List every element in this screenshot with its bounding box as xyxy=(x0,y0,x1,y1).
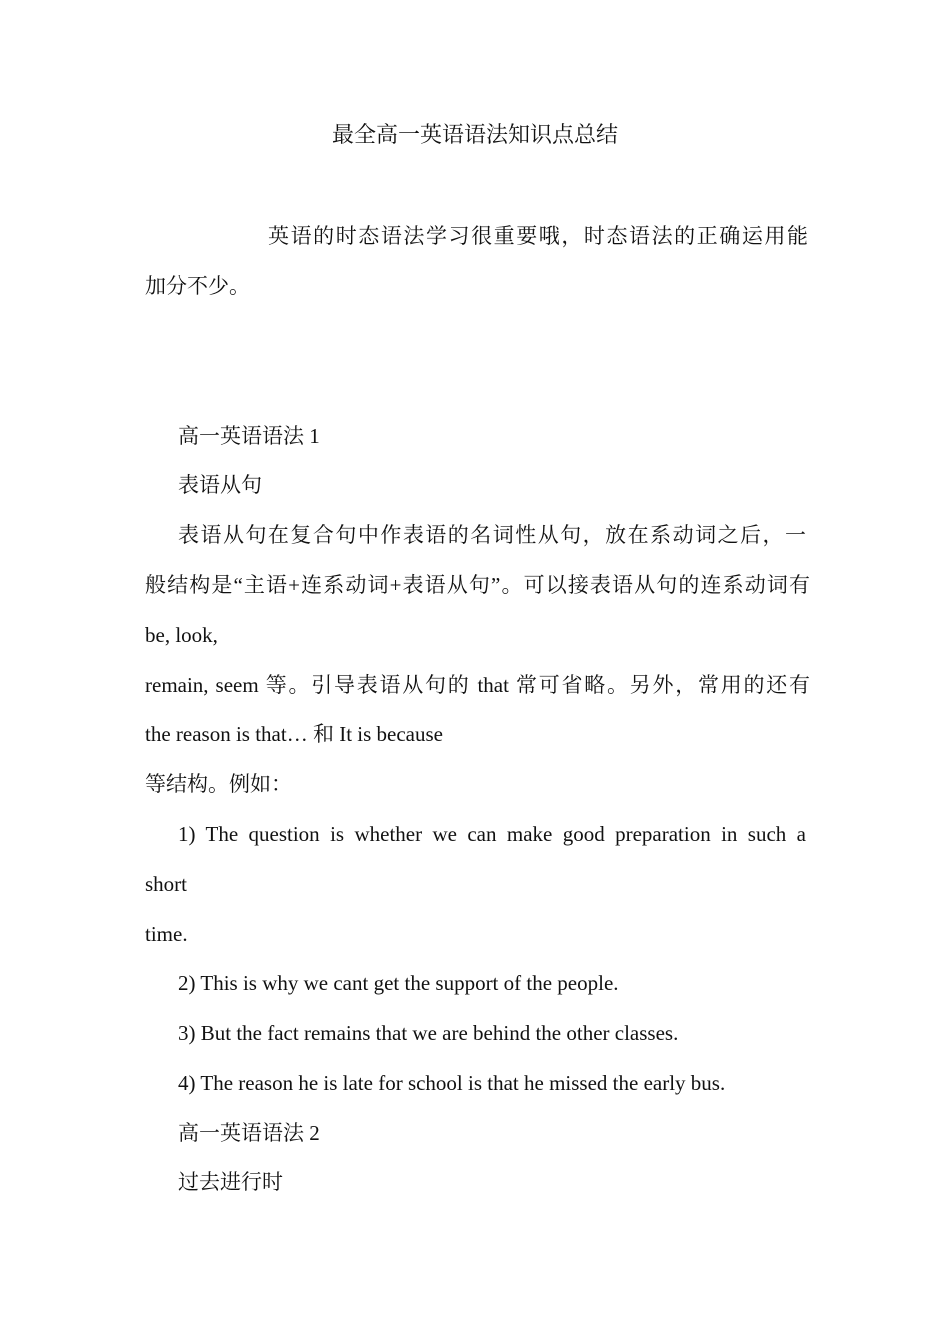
intro-line-2: 加分不少。 xyxy=(145,274,250,298)
section-heading: 高一英语语法 1 xyxy=(178,424,320,448)
example-1-line-3: time. xyxy=(145,922,188,946)
paragraph-line: the reason is that… 和 It is because xyxy=(145,722,443,746)
document-title: 最全高一英语语法知识点总结 xyxy=(331,122,618,147)
example-1-line-2: short xyxy=(145,872,187,896)
example-2: 2) This is why we cant get the support of the people. xyxy=(178,971,619,995)
example-4: 4) The reason he is late for school is that he missed the early bus. xyxy=(178,1071,726,1095)
paragraph-line: remain, seem 等。引导表语从句的 that 常可省略。另外，常用的还有 xyxy=(145,673,810,697)
example-1-line-1: 1) The question is whether we can make good preparation in such a xyxy=(178,822,806,846)
example-3: 3) But the fact remains that we are behind the other classes. xyxy=(178,1021,679,1045)
section-subheading: 过去进行时 xyxy=(178,1170,283,1194)
section-subheading: 表语从句 xyxy=(178,473,262,497)
paragraph-line: be, look, xyxy=(145,623,218,647)
paragraph-line: 表语从句在复合句中作表语的名词性从句，放在系动词之后，一 xyxy=(178,523,806,547)
paragraph-line: 等结构。例如： xyxy=(145,772,292,796)
intro-line-1: 英语的时态语法学习很重要哦，时态语法的正确运用能 xyxy=(268,224,808,248)
section-heading: 高一英语语法 2 xyxy=(178,1121,320,1145)
paragraph-line: 般结构是“主语+连系动词+表语从句”。可以接表语从句的连系动词有 xyxy=(145,573,810,597)
